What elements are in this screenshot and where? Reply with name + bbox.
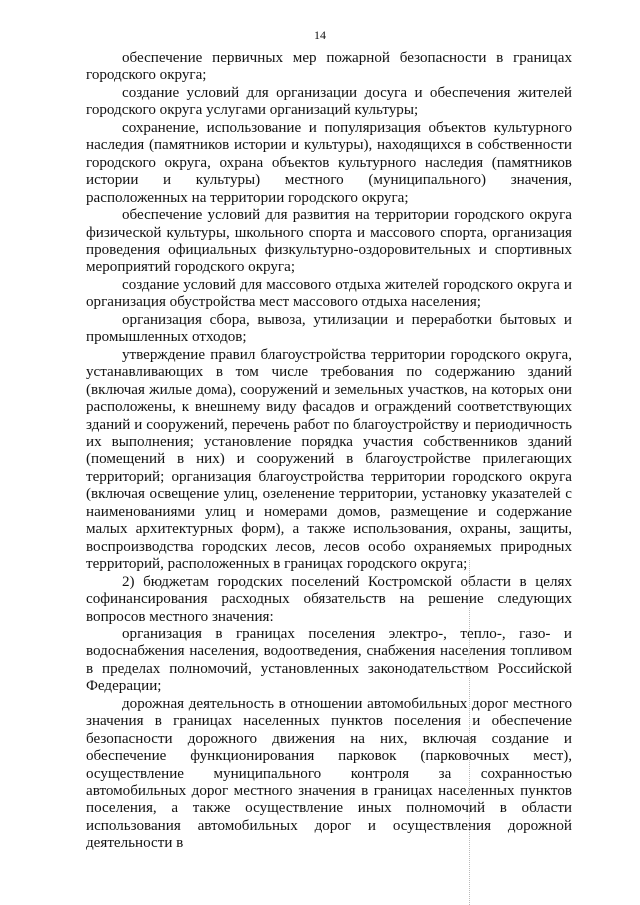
paragraph-improvement-rules: утверждение правил благоустройства территории городского округа, устанавливающих в том числе требования по содержанию зданий (включая жилые дома), сооружений и земельных участков, на которых они расположены, к внешнему виду фасадов и ограждений соответствующих зданий и сооружений, перечень работ по благоустройству и периодичность их выполнения; установление порядка участия собственников зданий (помещений в них) и сооружений в благоустройстве прилегающих территорий; организация благоустройства территории городского округа (включая освещение улиц, озеленение территории, установку указателей с наименованиями улиц и номерами домов, размещение и содержание малых архитектурных форм), а также использования, охраны, защиты, воспроизводства городских лесов, лесов особо охраняемых природных территорий, расположенных в границах городского округа; <box>86 346 572 573</box>
paragraph-cultural-heritage: сохранение, использование и популяризация объектов культурного наследия (памятников истории и культуры), находящихся в собственности городского округа, охрана объектов культурного наследия (памятников истории и культуры) местного (муниципального) значения, расположенных на территории городского округа; <box>86 119 572 206</box>
page-number: 14 <box>314 28 326 42</box>
paragraph-waste: организация сбора, вывоза, утилизации и переработки бытовых и промышленных отходов; <box>86 311 572 346</box>
document-body <box>86 50 572 853</box>
paragraph-leisure: создание условий для организации досуга и обеспечения жителей городского округа услугами организаций культуры; <box>86 84 572 119</box>
paragraph-fire-safety: обеспечение первичных мер пожарной безопасности в границах городского округа; <box>86 50 572 84</box>
paragraph-settlement-budgets: 2) бюджетам городских поселений Костромской области в целях софинансирования расходных обязательств на решение следующих вопросов местного значения: <box>86 573 572 625</box>
paragraph-road-activity: дорожная деятельность в отношении автомобильных дорог местного значения в границах населенных пунктов поселения и обеспечение безопасности дорожного движения на них, включая создание и обеспечение функционирования парковок (парковочных мест), осуществление муниципального контроля за сохранностью автомобильных дорог местного значения в границах населенных пунктов поселения, а также осуществление иных полномочий в области использования автомобильных дорог и осуществления дорожной деятельности в <box>86 695 572 852</box>
paragraph-utilities: организация в границах поселения электро-, тепло-, газо- и водоснабжения населения, водоотведения, снабжения населения топливом в пределах полномочий, установленных законодательством Российской Федерации; <box>86 625 572 695</box>
paragraph-mass-recreation: создание условий для массового отдыха жителей городского округа и организация обустройства мест массового отдыха населения; <box>86 276 572 311</box>
scan-fold-line <box>469 560 470 905</box>
paragraph-sport: обеспечение условий для развития на территории городского округа физической культуры, школьного спорта и массового спорта, организация проведения официальных физкультурно-оздоровительных и спортивных мероприятий городского округа; <box>86 207 572 276</box>
